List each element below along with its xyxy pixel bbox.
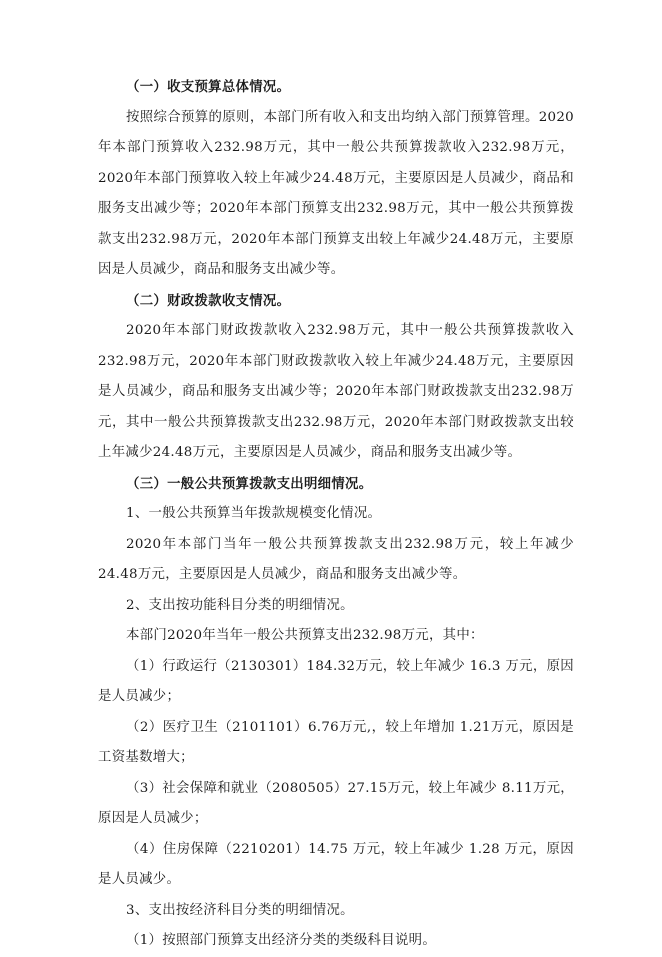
section-3-heading: （三）一般公共预算拨款支出明细情况。 [126, 475, 373, 492]
list-item-social-security: （3）社会保障和就业（2080505）27.15万元，较上年减少 8.11万元，原因是人员减少； [98, 780, 574, 826]
list-item-healthcare: （2）医疗卫生（2101101）6.76万元,，较上年增加 1.21万元，原因是工资基数增大； [98, 719, 574, 765]
section-2-heading: （二）财政拨款收支情况。 [126, 292, 291, 309]
subsection-2-intro: 本部门2020年当年一般公共预算支出232.98万元，其中： [126, 628, 484, 643]
section-2-paragraph: 2020年本部门财政拨款收入232.98万元，其中一般公共预算拨款收入232.98万元，2020年本部门财政拨款收入较上年减少24.48万元，主要原因是人员减少，商品和服务支出减少等；2020年本部门财政拨款支出232.98万元，其中一般公共预算拨款支出232.98万元，2020年本部门财政拨款支出较上年减少24.48万元，主要原因是人员减少，商品和服务支出减少等。 [98, 323, 574, 460]
document-page [98, 72, 574, 957]
subsection-3-title: 3、支出按经济科目分类的明细情况。 [126, 902, 354, 918]
subsection-2-title: 2、支出按功能科目分类的明细情况。 [126, 597, 354, 613]
list-item-administration: （1）行政运行（2130301）184.32万元，较上年减少 16.3 万元，原因是人员减少； [98, 658, 574, 704]
subsection-1-paragraph: 2020年本部门当年一般公共预算拨款支出232.98万元，较上年减少24.48万元，主要原因是人员减少，商品和服务支出减少等。 [98, 536, 574, 582]
section-1-heading: （一）收支预算总体情况。 [126, 79, 291, 95]
list-item-housing: （4）住房保障（2210201）14.75 万元，较上年减少 1.28 万元，原因是人员减少。 [98, 841, 574, 887]
subsection-3-item-1: （1）按照部门预算支出经济分类的类级科目说明。 [126, 933, 437, 948]
section-1-paragraph: 按照综合预算的原则，本部门所有收入和支出均纳入部门预算管理。2020年本部门预算收入232.98万元，其中一般公共预算拨款收入232.98万元，2020年本部门预算收入较上年减少24.48万元，主要原因是人员减少，商品和服务支出减少等；2020年本部门预算支出232.98万元，其中一般公共预算拨款支出232.98万元，2020年本部门预算支出较上年减少24.48万元，主要原因是人员减少，商品和服务支出减少等。 [98, 109, 574, 277]
subsection-1-title: 1、一般公共预算当年拨款规模变化情况。 [126, 506, 382, 521]
